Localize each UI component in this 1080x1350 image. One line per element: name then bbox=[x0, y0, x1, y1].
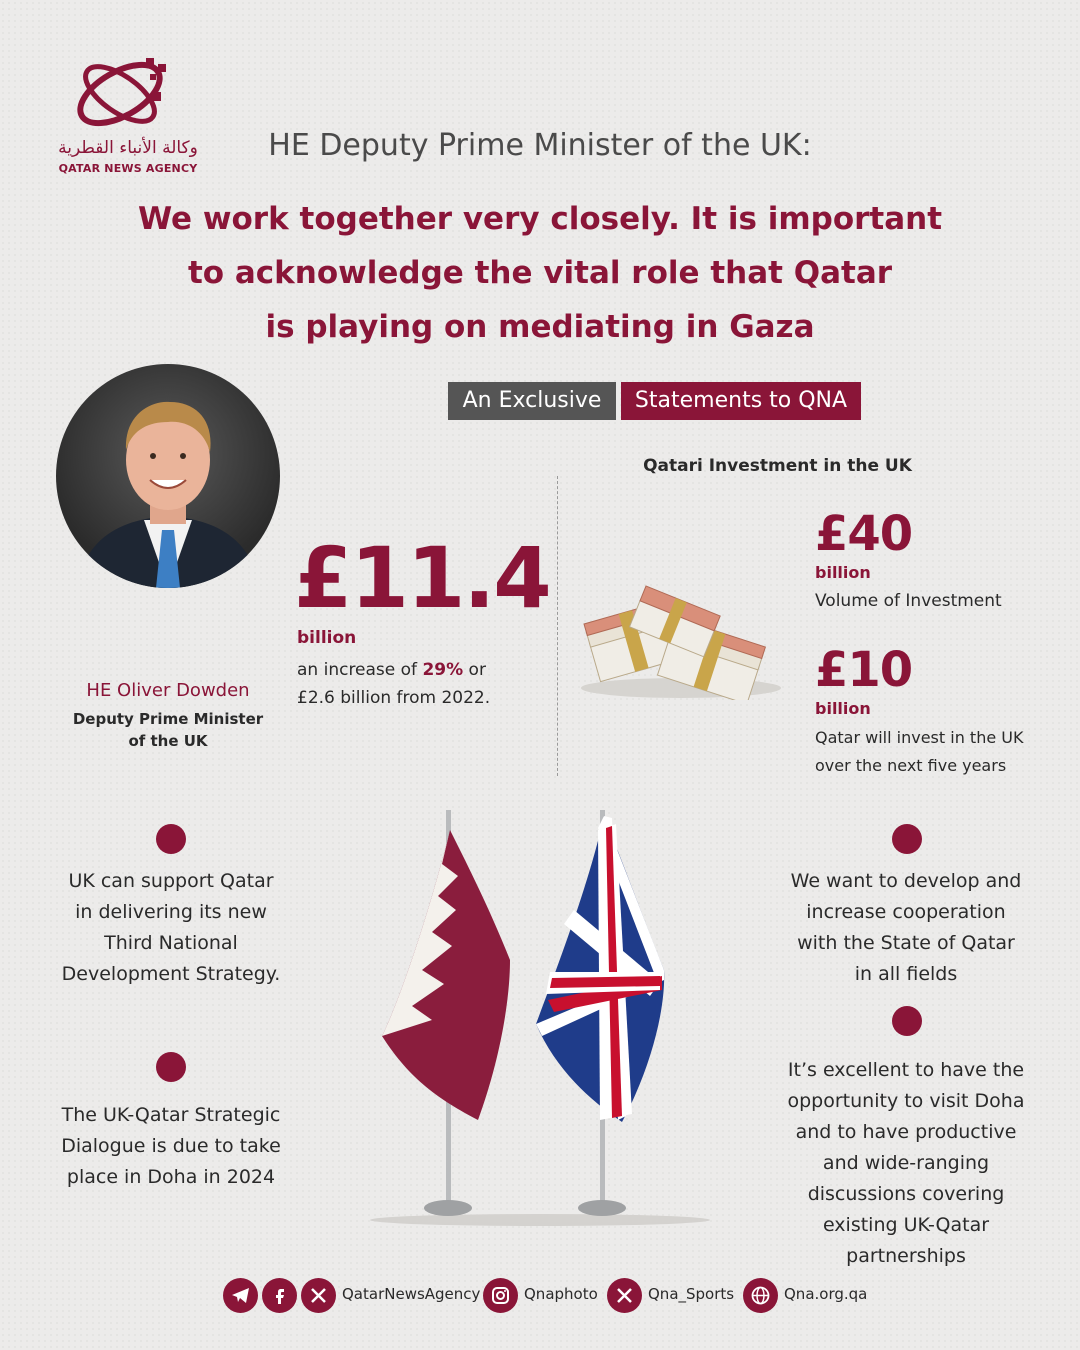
bullet-line: Development Strategy. bbox=[61, 963, 281, 985]
investment-value: £40 bbox=[815, 506, 913, 562]
investment-title: Qatari Investment in the UK bbox=[643, 456, 912, 476]
social-footer bbox=[0, 1278, 1080, 1314]
trade-description bbox=[297, 656, 547, 712]
uk-flag-icon bbox=[536, 816, 664, 1122]
x-icon[interactable] bbox=[301, 1278, 336, 1313]
trade-percent: 29% bbox=[422, 660, 464, 680]
bullet-line: partnerships bbox=[846, 1245, 966, 1267]
headline-quote bbox=[70, 192, 1010, 354]
person-name: HE Oliver Dowden bbox=[86, 680, 250, 701]
qatar-flag-icon bbox=[382, 830, 510, 1120]
qna-logo bbox=[58, 52, 198, 182]
globe-icon[interactable] bbox=[743, 1278, 778, 1313]
trade-value: £11.4 bbox=[294, 529, 550, 627]
money-stack-icon bbox=[576, 580, 786, 700]
trade-desc-text: or bbox=[463, 660, 486, 680]
bullet-text bbox=[770, 866, 1042, 990]
investment-value: £10 bbox=[815, 642, 913, 698]
person-title bbox=[56, 708, 280, 752]
statements-tag: Statements to QNA bbox=[621, 382, 861, 420]
headline-line: to acknowledge the vital role that Qatar bbox=[187, 255, 893, 291]
logo-english-text: QATAR NEWS AGENCY bbox=[58, 162, 198, 175]
bullet-line: Third National bbox=[104, 932, 238, 954]
investment-unit: billion bbox=[815, 699, 871, 718]
exclusive-tag: An Exclusive bbox=[448, 382, 616, 420]
bullet-line: place in Doha in 2024 bbox=[66, 1166, 276, 1188]
bullet-dot bbox=[156, 1052, 186, 1082]
bullet-line: It’s excellent to have the bbox=[787, 1059, 1025, 1081]
handle-qnaphoto[interactable]: Qnaphoto bbox=[524, 1285, 598, 1303]
person-photo-icon bbox=[56, 364, 280, 588]
bullet-text bbox=[770, 1055, 1042, 1272]
investment-description: Volume of Investment bbox=[815, 591, 1002, 611]
trade-unit: billion bbox=[297, 628, 357, 648]
telegram-icon[interactable] bbox=[223, 1278, 258, 1313]
bullet-dot bbox=[156, 824, 186, 854]
headline-line: We work together very closely. It is important bbox=[137, 201, 943, 237]
bullet-line: Dialogue is due to take bbox=[61, 1135, 281, 1157]
bullet-line: increase cooperation bbox=[806, 901, 1006, 923]
bullet-line: in all fields bbox=[854, 963, 958, 985]
bullet-line: discussions covering bbox=[807, 1183, 1005, 1205]
bullet-line: with the State of Qatar bbox=[797, 932, 1015, 954]
bullet-dot bbox=[892, 1006, 922, 1036]
headline-line: is playing on mediating in Gaza bbox=[265, 309, 815, 345]
portrait-photo bbox=[56, 364, 280, 588]
bullet-text bbox=[40, 866, 302, 990]
kicker-title: HE Deputy Prime Minister of the UK: bbox=[268, 128, 812, 163]
person-title-line: Deputy Prime Minister bbox=[72, 710, 264, 728]
bullet-line: and to have productive bbox=[795, 1121, 1017, 1143]
bullet-dot bbox=[892, 824, 922, 854]
trade-description-line bbox=[297, 656, 547, 684]
bullet-line: and wide-ranging bbox=[822, 1152, 990, 1174]
bullet-line: opportunity to visit Doha bbox=[787, 1090, 1025, 1112]
investment-description-line: over the next five years bbox=[815, 756, 1007, 775]
person-title-line: of the UK bbox=[128, 732, 208, 750]
x-icon[interactable] bbox=[607, 1278, 642, 1313]
bullet-line: in delivering its new bbox=[75, 901, 267, 923]
investment-description-line: Qatar will invest in the UK bbox=[815, 728, 1024, 747]
trade-desc-text: an increase of bbox=[297, 660, 423, 680]
logo-arabic-text: وكالة الأنباء القطرية bbox=[58, 138, 198, 158]
facebook-icon[interactable] bbox=[262, 1278, 297, 1313]
trade-description-line: £2.6 billion from 2022. bbox=[297, 688, 491, 708]
investment-unit: billion bbox=[815, 563, 871, 582]
bullet-line: The UK-Qatar Strategic bbox=[61, 1104, 281, 1126]
handle-qatarnewsagency[interactable]: QatarNewsAgency bbox=[342, 1285, 481, 1303]
handle-qna-sports[interactable]: Qna_Sports bbox=[648, 1285, 735, 1303]
bullet-line: existing UK-Qatar bbox=[822, 1214, 990, 1236]
handle-website[interactable]: Qna.org.qa bbox=[784, 1285, 868, 1303]
bullet-text bbox=[40, 1100, 302, 1193]
bullet-line: We want to develop and bbox=[790, 870, 1022, 892]
bullet-line: UK can support Qatar bbox=[68, 870, 274, 892]
investment-description bbox=[815, 724, 1055, 780]
instagram-icon[interactable] bbox=[483, 1278, 518, 1313]
qna-emblem-icon bbox=[58, 52, 198, 142]
flags-illustration bbox=[360, 800, 720, 1230]
section-divider bbox=[557, 476, 558, 776]
